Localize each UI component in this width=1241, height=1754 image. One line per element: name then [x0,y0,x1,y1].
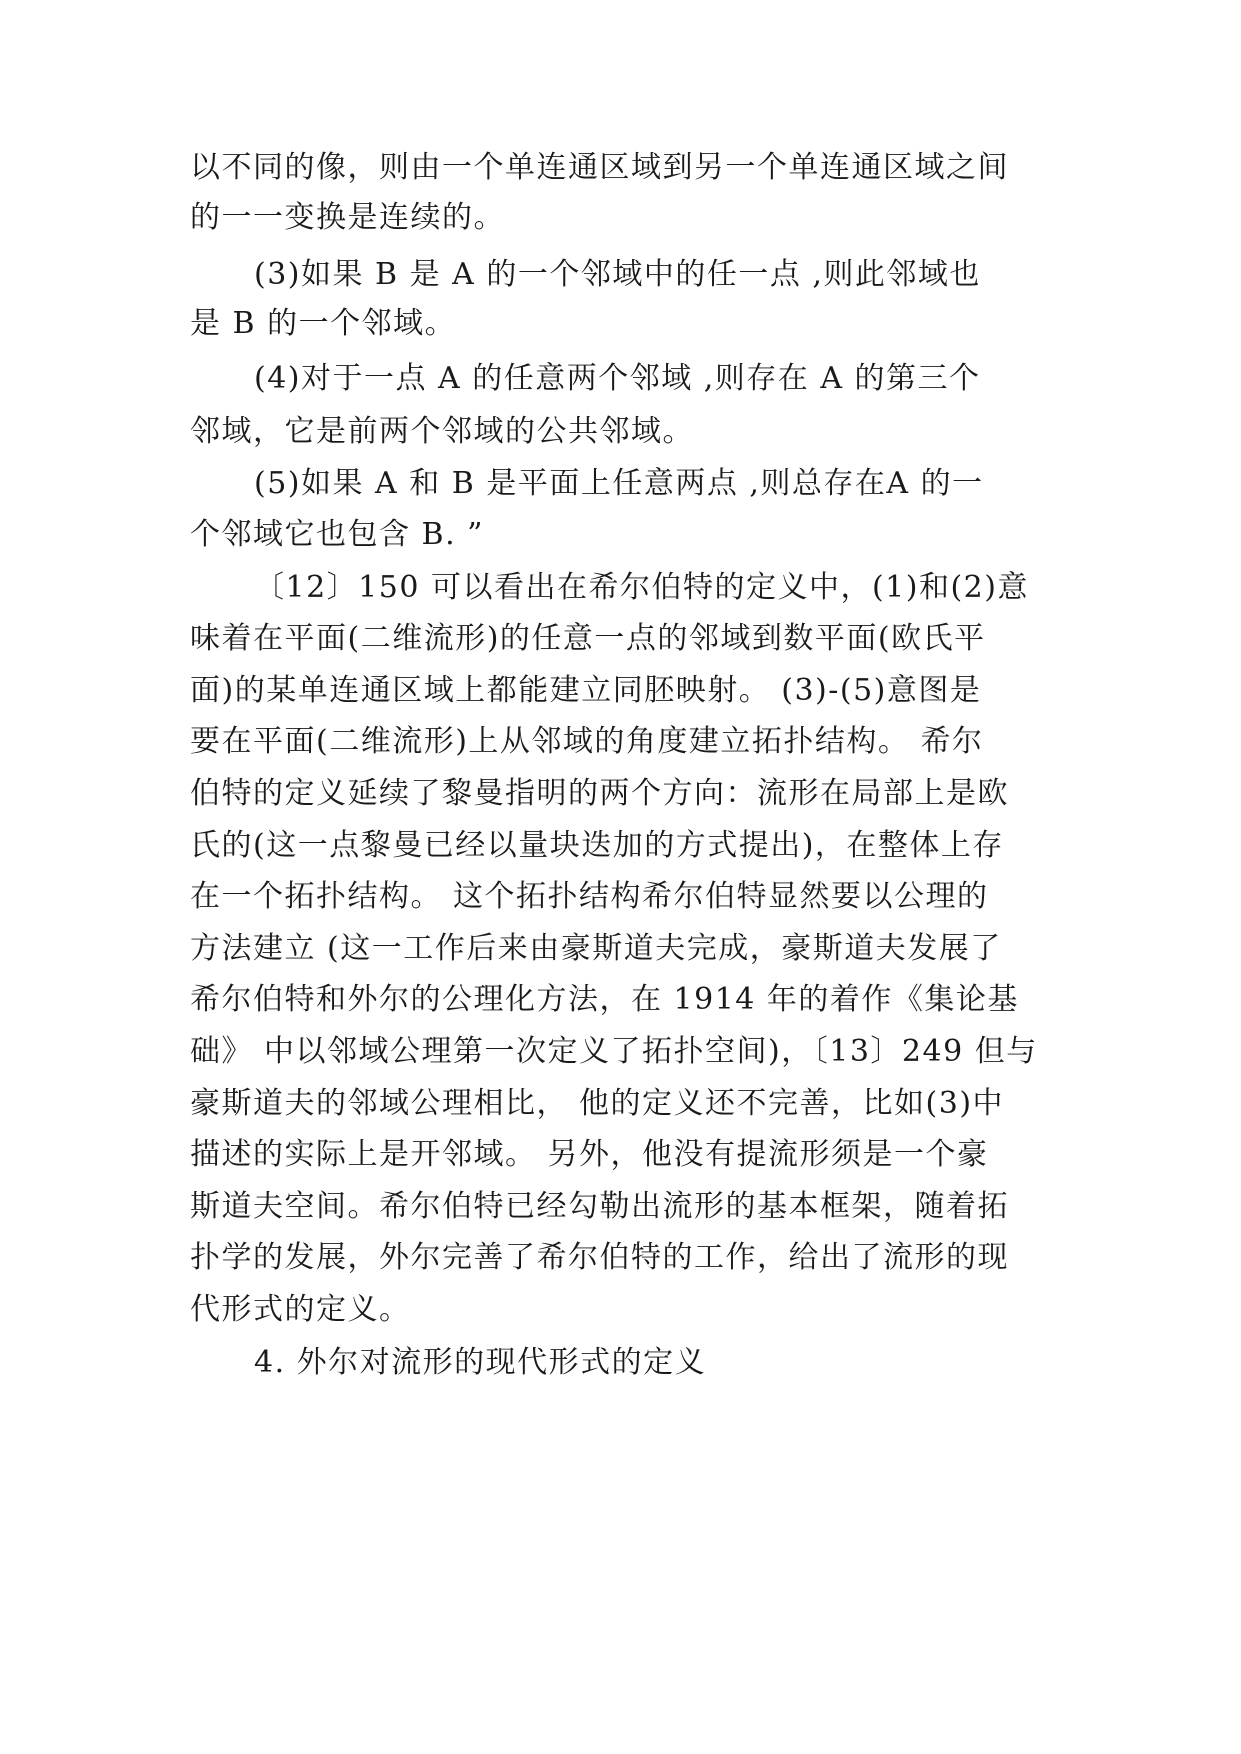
text-line: 是 B 的一个邻域。 [190,306,457,341]
text-line: 伯特的定义延续了黎曼指明的两个方向：流形在局部上是欧 [190,776,1009,811]
section-heading: 4. 外尔对流形的现代形式的定义 [254,1345,707,1380]
text-line: 希尔伯特和外尔的公理化方法，在 1914 年的着作《集论基 [190,982,1019,1017]
text-line: 豪斯道夫的邻域公理相比， 他的定义还不完善，比如(3)中 [190,1086,1005,1121]
text-line: 础》 中以邻域公理第一次定义了拓扑空间)，〔13〕249 但与 [190,1034,1038,1069]
text-line: 氏的(这一点黎曼已经以量块迭加的方式提出)，在整体上存 [190,828,1004,863]
text-line: 的一一变换是连续的。 [190,200,505,235]
text-line: 扑学的发展，外尔完善了希尔伯特的工作，给出了流形的现 [190,1240,1009,1275]
text-line: 个邻域它也包含 B. ” [190,517,484,552]
text-line: 在一个拓扑结构。 这个拓扑结构希尔伯特显然要以公理的 [190,879,989,914]
text-line: 描述的实际上是开邻域。 另外，他没有提流形须是一个豪 [190,1137,989,1172]
text-line: (5)如果 A 和 B 是平面上任意两点 ,则总存在A 的一 [254,466,984,501]
text-line: (3)如果 B 是 A 的一个邻域中的任一点 ,则此邻域也 [254,257,981,292]
text-line: 邻域，它是前两个邻域的公共邻域。 [190,414,694,449]
text-line: 要在平面(二维流形)上从邻域的角度建立拓扑结构。 希尔 [190,724,984,759]
text-line: 以不同的像，则由一个单连通区域到另一个单连通区域之间 [190,150,1009,185]
text-line: (4)对于一点 A 的任意两个邻域 ,则存在 A 的第三个 [254,361,981,396]
text-line: 代形式的定义。 [190,1292,411,1327]
text-line: 味着在平面(二维流形)的任意一点的邻域到数平面(欧氏平 [190,621,986,656]
text-line: 斯道夫空间。希尔伯特已经勾勒出流形的基本框架，随着拓 [190,1189,1009,1224]
text-line: 〔12〕150 可以看出在希尔伯特的定义中，(1)和(2)意 [254,570,1029,605]
text-line: 方法建立 (这一工作后来由豪斯道夫完成，豪斯道夫发展了 [190,931,1002,966]
text-line: 面)的某单连通区域上都能建立同胚映射。 (3)-(5)意图是 [190,673,982,708]
